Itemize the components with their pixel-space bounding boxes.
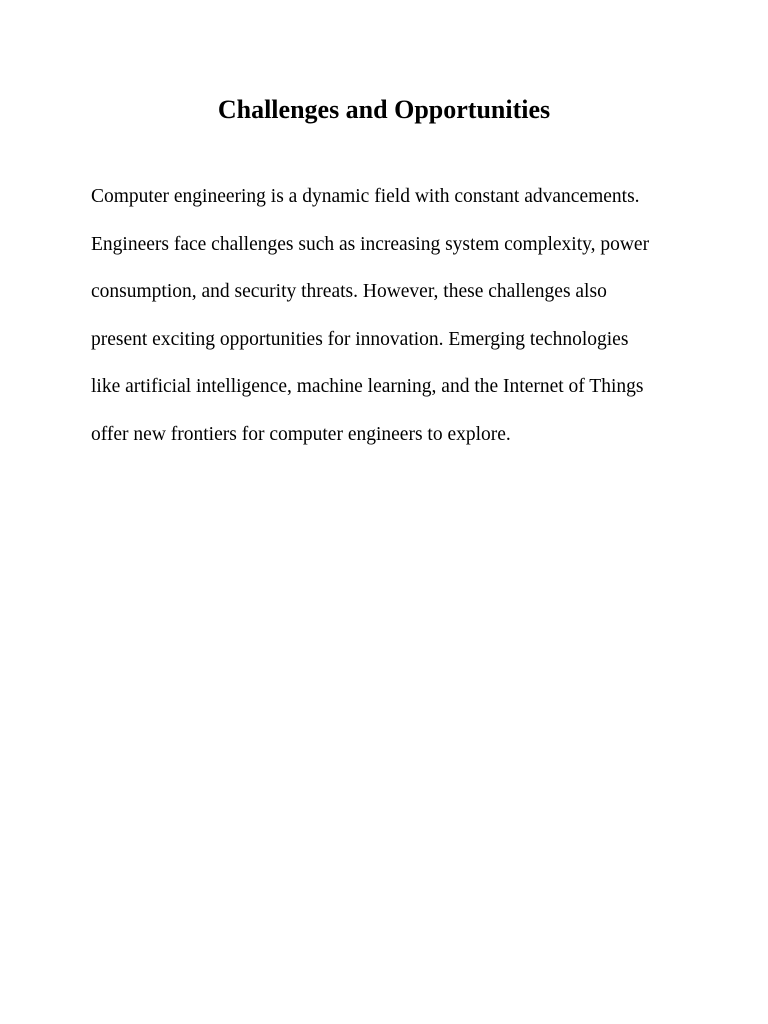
paragraph-line: offer new frontiers for computer engineers to explore.: [91, 423, 511, 445]
paragraph-line: Engineers face challenges such as increasing system complexity, power: [91, 233, 650, 255]
paragraph-line: present exciting opportunities for innovation. Emerging technologies: [91, 328, 629, 350]
paragraph-line: like artificial intelligence, machine learning, and the Internet of Things: [91, 376, 644, 398]
document-title: Challenges and Opportunities: [217, 95, 551, 124]
body-paragraph: [91, 173, 681, 459]
paragraph-line: Computer engineering is a dynamic field with constant advancements.: [91, 186, 640, 207]
paragraph-line: consumption, and security threats. However, these challenges also: [91, 281, 607, 303]
